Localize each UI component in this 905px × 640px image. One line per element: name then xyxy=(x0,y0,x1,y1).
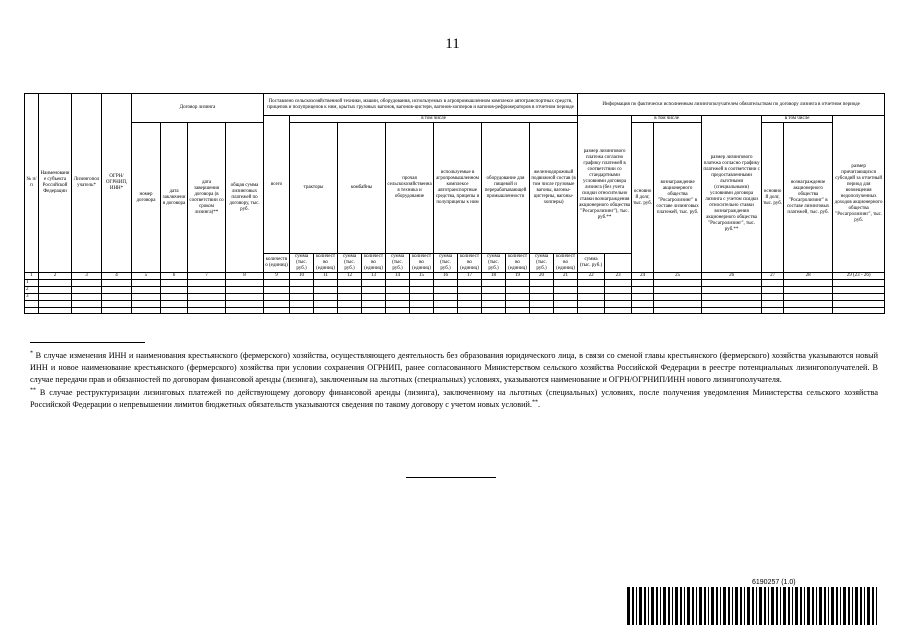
column-number: 3 xyxy=(72,273,102,280)
header-tractors: тракторы xyxy=(290,123,338,254)
barcode-bar xyxy=(800,587,802,625)
table-cell xyxy=(264,294,290,301)
barcode-bar xyxy=(824,587,826,625)
table-cell xyxy=(530,294,554,301)
table-cell xyxy=(362,307,386,314)
column-number: 23 xyxy=(605,273,632,280)
barcode-bar xyxy=(723,587,726,625)
table-cell xyxy=(72,287,102,294)
unit-blank xyxy=(605,254,632,273)
barcode-bar xyxy=(660,587,661,625)
unit-sum: сумма (тыс. руб.) xyxy=(434,254,458,273)
table-cell xyxy=(762,294,784,301)
column-number: 13 xyxy=(362,273,386,280)
column-number: 7 xyxy=(188,273,226,280)
table-cell xyxy=(632,307,654,314)
table-cell xyxy=(702,280,762,287)
footnote-2-end: . xyxy=(537,399,540,409)
table-cell xyxy=(39,307,72,314)
table-cell xyxy=(554,307,578,314)
table-cell xyxy=(338,287,362,294)
table-cell xyxy=(482,287,506,294)
table-cell xyxy=(226,294,264,301)
barcode-bar xyxy=(735,587,738,625)
row-number: 3 xyxy=(25,294,39,301)
table-cell xyxy=(434,280,458,287)
barcode-bar xyxy=(840,587,841,625)
table-cell xyxy=(161,280,188,287)
barcode-bar xyxy=(828,587,829,625)
barcode-bar xyxy=(639,587,642,625)
table-cell xyxy=(506,294,530,301)
barcode-bar xyxy=(780,587,781,625)
barcode-bar xyxy=(855,587,858,625)
table-row xyxy=(25,294,885,301)
barcode-bar xyxy=(867,587,870,625)
header-reward: вознаграждение акционерного общества "Росагролизинг" в составе лизинговых платежей, тыс. руб. xyxy=(654,123,702,273)
barcode-bar xyxy=(759,587,762,625)
table-cell xyxy=(290,307,314,314)
table-row xyxy=(25,287,885,294)
column-number: 2 xyxy=(39,273,72,280)
table-cell xyxy=(314,280,338,287)
table-cell xyxy=(410,294,434,301)
header-subsidy: размер причитающихся субсидий за отчетный период для возмещения недополученных доходов акционерного общества "Росагролизинг", тыс. руб. xyxy=(833,116,885,273)
table-cell xyxy=(264,287,290,294)
column-number: 25 xyxy=(654,273,702,280)
barcode-bar xyxy=(788,587,790,625)
table-cell xyxy=(702,287,762,294)
header-ogrn: ОГРН/ ОГРНИП, ИНН* xyxy=(102,94,132,273)
table-cell xyxy=(314,307,338,314)
table-cell xyxy=(132,294,161,301)
barcode-bar xyxy=(744,587,745,625)
table-row xyxy=(25,280,885,287)
table-cell xyxy=(482,280,506,287)
header-region: Наименование субъекта Российской Федерации xyxy=(39,94,72,273)
table-cell xyxy=(132,307,161,314)
unit-sum: сумма (тыс. руб.) xyxy=(482,254,506,273)
table-cell xyxy=(338,294,362,301)
table-cell xyxy=(188,307,226,314)
barcode-bar xyxy=(656,587,658,625)
header-total: всего xyxy=(264,116,290,254)
footnote-2 xyxy=(30,387,878,411)
header-supply-group: Поставлено сельскохозяйственной техники, машин, оборудования, используемых в агропромышленном комплексе автотранспортных средств, прицепов и полуприцепов к ним, крытых грузовых вагонов, вагонов-цистерн, вагонов-хопперов и вагонов-рефрижераторов в отчетном периоде xyxy=(264,94,578,116)
table-cell xyxy=(102,307,132,314)
unit-sum: сумма (тыс. руб.) xyxy=(338,254,362,273)
barcode-bar xyxy=(771,587,774,625)
barcode-bar xyxy=(860,587,862,625)
barcode-bar xyxy=(651,587,654,625)
column-number: 18 xyxy=(482,273,506,280)
barcode-bar xyxy=(644,587,646,625)
table-cell xyxy=(434,294,458,301)
barcode-bar xyxy=(648,587,649,625)
table-cell xyxy=(554,287,578,294)
unit-qty: количество (единиц) xyxy=(362,254,386,273)
table-cell xyxy=(833,307,885,314)
table-cell xyxy=(25,307,39,314)
barcode-bar xyxy=(764,587,766,625)
barcode-bar xyxy=(711,587,714,625)
barcode-bar xyxy=(732,587,733,625)
table-cell xyxy=(506,280,530,287)
unit-sum: сумма (тыс. руб.) xyxy=(530,254,554,273)
header-payment-schedule: размер лизингового платежа согласно графику платежей в соответствии со стандартными условиями договора лизинга (без учета скидки относительно ставки вознаграждения акционерного общества "Росагролизинг"), тыс. руб.** xyxy=(578,116,632,254)
table-cell xyxy=(482,294,506,301)
footnote-1 xyxy=(30,350,878,387)
table-cell xyxy=(72,307,102,314)
table-cell xyxy=(39,294,72,301)
barcode-bar xyxy=(668,587,670,625)
barcode-bar xyxy=(684,587,685,625)
table-cell xyxy=(226,307,264,314)
barcode-bar xyxy=(708,587,709,625)
header-reward-2: вознаграждение акционерного общества "Росагролизинг" в составе лизинговых платежей, тыс. руб. xyxy=(784,123,833,273)
table-cell xyxy=(784,294,833,301)
header-num: № п/п xyxy=(25,94,39,273)
barcode-bar xyxy=(819,587,822,625)
column-number: 20 xyxy=(530,273,554,280)
header-food-equipment: оборудование для пищевой и перерабатывающей промышленности xyxy=(482,123,530,254)
unit-sum: сумма (тыс. руб.) xyxy=(290,254,314,273)
table-cell xyxy=(530,280,554,287)
column-number: 5 xyxy=(132,273,161,280)
barcode-bar xyxy=(848,587,850,625)
barcode-bar xyxy=(807,587,810,625)
column-number-row xyxy=(25,273,885,280)
unit-sum: сумма (тыс. руб.) xyxy=(578,254,605,273)
table-cell xyxy=(554,294,578,301)
table-cell xyxy=(72,294,102,301)
barcode-bar xyxy=(872,587,874,625)
header-contract-end-date: дата завершения договора (в соответствии со сроком лизинга)** xyxy=(188,123,226,273)
column-number: 10 xyxy=(290,273,314,280)
column-number: 22 xyxy=(578,273,605,280)
table-cell xyxy=(530,307,554,314)
table-cell xyxy=(434,287,458,294)
header-principal-debt: основной долг, тыс. руб. xyxy=(632,123,654,273)
table-cell xyxy=(632,287,654,294)
footnote-2-end-mark: ** xyxy=(531,399,538,406)
barcode-bar xyxy=(852,587,853,625)
table-cell xyxy=(161,294,188,301)
table-cell xyxy=(578,280,605,287)
table-cell xyxy=(762,280,784,287)
barcode-bar xyxy=(876,587,877,625)
table-cell xyxy=(290,287,314,294)
barcode-bar xyxy=(687,587,690,625)
barcode-bar xyxy=(672,587,673,625)
row-number: 2 xyxy=(25,287,39,294)
unit-qty: количество (единиц) xyxy=(506,254,530,273)
barcode-bar xyxy=(836,587,838,625)
header-lessee: Лизингополучатель* xyxy=(72,94,102,273)
column-number: 28 xyxy=(784,273,833,280)
column-number: 11 xyxy=(314,273,338,280)
column-number: 21 xyxy=(554,273,578,280)
column-number: 27 xyxy=(762,273,784,280)
barcode-bar xyxy=(663,587,666,625)
table-cell xyxy=(654,287,702,294)
column-number: 12 xyxy=(338,273,362,280)
table-cell xyxy=(362,294,386,301)
barcode-bar xyxy=(632,587,634,625)
table-cell xyxy=(784,287,833,294)
header-incl-schedule: в том числе xyxy=(632,116,702,123)
barcode-bar xyxy=(768,587,769,625)
table-cell xyxy=(338,280,362,287)
table-cell xyxy=(458,287,482,294)
separator-line xyxy=(406,477,496,478)
table-cell xyxy=(833,294,885,301)
table-cell xyxy=(386,287,410,294)
column-number: 6 xyxy=(161,273,188,280)
barcode-bar xyxy=(716,587,718,625)
table-cell xyxy=(188,294,226,301)
barcode-bar xyxy=(704,587,706,625)
table-cell xyxy=(458,280,482,287)
table-cell xyxy=(506,307,530,314)
header-principal-debt-2: основной долг, тыс. руб. xyxy=(762,123,784,273)
table-cell xyxy=(762,287,784,294)
header-other-equipment: прочая сельскохозяйственная техника и оборудование xyxy=(386,123,434,254)
table-cell xyxy=(264,307,290,314)
column-number: 14 xyxy=(386,273,410,280)
header-contract-group: Договор лизинга xyxy=(132,94,264,123)
header-vehicles: используемые в агропромышленном комплексе автотранспортные средства, прицепы и полуприцепы к ним xyxy=(434,123,482,254)
table-cell xyxy=(264,280,290,287)
column-number: 24 xyxy=(632,273,654,280)
unit-qty: количество (единиц) xyxy=(314,254,338,273)
table-cell xyxy=(605,280,632,287)
barcode-bar xyxy=(728,587,730,625)
barcode-bar xyxy=(680,587,682,625)
table-cell xyxy=(784,280,833,287)
column-number: 16 xyxy=(434,273,458,280)
unit-qty: количество (единиц) xyxy=(554,254,578,273)
barcode-bar xyxy=(795,587,798,625)
table-cell xyxy=(161,307,188,314)
table-cell xyxy=(362,287,386,294)
page-number: 11 xyxy=(445,36,460,52)
header-contract-number: номер договора xyxy=(132,123,161,273)
table-cell xyxy=(702,294,762,301)
barcode-bar xyxy=(816,587,817,625)
column-number: 8 xyxy=(226,273,264,280)
unit-qty: количество (единиц) xyxy=(264,254,290,273)
barcode-bar xyxy=(804,587,805,625)
table-cell xyxy=(132,287,161,294)
header-incl-supply: в том числе xyxy=(290,116,578,123)
column-number: 15 xyxy=(410,273,434,280)
footnote-divider xyxy=(30,342,145,343)
table-cell xyxy=(654,294,702,301)
barcode-bar xyxy=(831,587,834,625)
table-cell xyxy=(386,294,410,301)
table-cell xyxy=(410,287,434,294)
barcode-bar xyxy=(699,587,702,625)
table-cell xyxy=(338,307,362,314)
barcode-bar xyxy=(843,587,846,625)
table-cell xyxy=(39,287,72,294)
barcode-bar xyxy=(740,587,742,625)
barcode-bar xyxy=(783,587,786,625)
barcode-bar xyxy=(747,587,750,625)
table-cell xyxy=(530,287,554,294)
barcode-bar xyxy=(864,587,865,625)
table-cell xyxy=(290,280,314,287)
table-cell xyxy=(161,287,188,294)
barcode-bar xyxy=(692,587,694,625)
footnote-1-mark: * xyxy=(30,350,33,357)
table-cell xyxy=(833,287,885,294)
table-cell xyxy=(188,287,226,294)
header-incl-preferential: в том числе xyxy=(762,116,833,123)
table-cell xyxy=(410,307,434,314)
table-cell xyxy=(762,307,784,314)
table-cell xyxy=(314,294,338,301)
table-cell xyxy=(654,280,702,287)
table-cell xyxy=(458,294,482,301)
barcode-bar xyxy=(675,587,678,625)
report-table xyxy=(24,93,885,314)
column-number: 4 xyxy=(102,273,132,280)
barcode-bar xyxy=(776,587,778,625)
barcode-bar xyxy=(720,587,721,625)
table-cell xyxy=(605,287,632,294)
table-cell xyxy=(482,307,506,314)
header-combines: комбайны xyxy=(338,123,386,254)
barcode-bar xyxy=(636,587,637,625)
table-cell xyxy=(39,280,72,287)
column-number: 1 xyxy=(25,273,39,280)
table-cell xyxy=(458,307,482,314)
table-cell xyxy=(314,287,338,294)
header-total-payments: общая сумма лизинговых платежей по договору, тыс. руб. xyxy=(226,123,264,273)
unit-sum: сумма (тыс. руб.) xyxy=(386,254,410,273)
column-number: 29 (23 - 26) xyxy=(833,273,885,280)
header-contract-date: дата заключения договора xyxy=(161,123,188,273)
unit-qty: количество (единиц) xyxy=(458,254,482,273)
footnote-2-mark: ** xyxy=(30,386,36,393)
unit-qty: количество (единиц) xyxy=(410,254,434,273)
barcode-bar xyxy=(696,587,697,625)
barcode-bar xyxy=(627,587,630,625)
table-cell xyxy=(554,280,578,287)
table-cell xyxy=(290,294,314,301)
table-cell xyxy=(132,280,161,287)
table-cell xyxy=(188,280,226,287)
table-cell xyxy=(702,307,762,314)
table-cell xyxy=(386,280,410,287)
table-cell xyxy=(226,280,264,287)
table-cell xyxy=(632,280,654,287)
table-cell xyxy=(102,287,132,294)
table-cell xyxy=(386,307,410,314)
header-payment-preferential: размер лизингового платежа согласно графику платежей в соответствии с предоставленными льготными (специальными) условиями договора лизинга с учетом скидки относительно ставки вознаграждения акционерного общества "Росагролизинг", тыс. руб.** xyxy=(702,116,762,273)
header-railcars: железнодорожный подвижной состав (в том числе грузовые вагоны, вагоны-цистерны, вагоны-хопперы) xyxy=(530,123,578,254)
table-cell xyxy=(72,280,102,287)
barcode xyxy=(627,587,879,625)
barcode-bar xyxy=(756,587,757,625)
table-cell xyxy=(102,294,132,301)
table-cell xyxy=(362,280,386,287)
barcode-bar xyxy=(792,587,793,625)
table-cell xyxy=(578,294,605,301)
table-cell xyxy=(578,287,605,294)
table-cell xyxy=(833,280,885,287)
form-code: 6190257 (1.0) xyxy=(752,579,796,586)
column-number: 19 xyxy=(506,273,530,280)
column-number: 17 xyxy=(458,273,482,280)
column-number: 26 xyxy=(702,273,762,280)
header-payments-group: Информация по фактически исполненным лизингополучателем обязательствам по договору лизинга в отчетном периоде xyxy=(578,94,885,116)
table-cell xyxy=(784,307,833,314)
footnotes xyxy=(30,350,878,411)
table-cell xyxy=(654,307,702,314)
table-cell xyxy=(578,307,605,314)
footnote-1-text: В случае изменения ИНН и наименования крестьянского (фермерского) хозяйства, осуществляющего деятельность без образования юридического лица, в связи со сменой главы крестьянского (фермерского) хозяйства указываются новый ИНН и новое наименование крестьянского (фермерского) хозяйства при условии сохранения ОГРНИП, ранее согласованного Министерством сельского хозяйства Российской Федерации в реестре потенциальных лизингополучателей. В случае передачи прав и обязанностей по договорам финансовой аренды (лизинга), заключенным на льготных (специальных) условиях, указываются наименование и ОГРН/ОГРНИП/ИНН нового лизингополучателя. xyxy=(30,351,879,385)
table-cell xyxy=(226,287,264,294)
barcode-bar xyxy=(752,587,754,625)
table-row xyxy=(25,307,885,314)
table-cell xyxy=(410,280,434,287)
table-cell xyxy=(605,307,632,314)
column-number: 9 xyxy=(264,273,290,280)
table-cell xyxy=(102,280,132,287)
table-cell xyxy=(506,287,530,294)
barcode-bar xyxy=(812,587,814,625)
row-number: 1 xyxy=(25,280,39,287)
table-cell xyxy=(632,294,654,301)
footnote-2-text: В случае реструктуризации лизинговых платежей по действующему договору финансовой аренды (лизинга), заключенному на льготных (специальных) условиях, после получения уведомления Министерства сельского хозяйства Российской Федерации о непревышении лимитов бюджетных обязательств указываются сведения по такому договору с учетом новых условий. xyxy=(30,387,879,409)
table-cell xyxy=(605,294,632,301)
table-cell xyxy=(434,307,458,314)
